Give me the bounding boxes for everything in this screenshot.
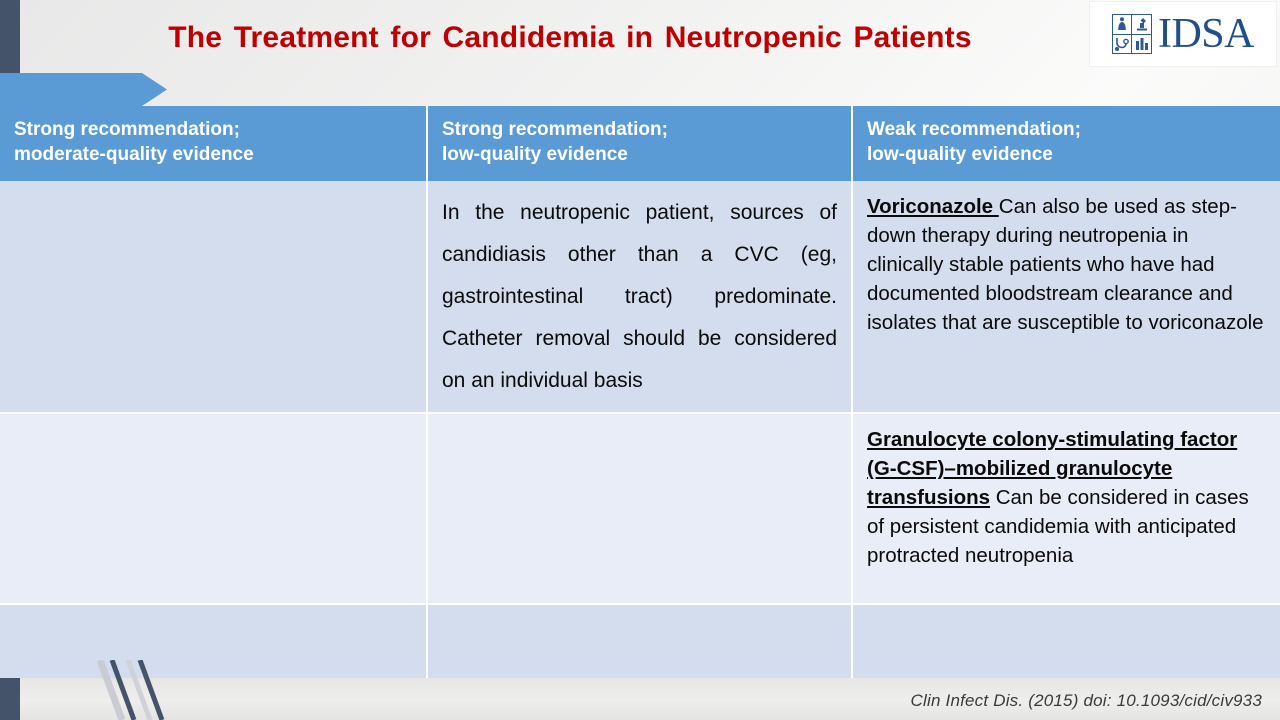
cell-text <box>428 605 851 626</box>
column-header-line2: moderate-quality evidence <box>14 144 254 165</box>
table-row <box>0 413 1280 604</box>
table-row <box>0 181 1280 413</box>
lab-equipment-icon <box>1132 35 1151 54</box>
idsa-grid-icon <box>1112 14 1152 54</box>
cell-text <box>853 605 1280 626</box>
cell-text <box>853 181 1280 347</box>
recommendations-table <box>0 106 1280 687</box>
cell-body-text: Can be considered in cases of persistent candidemia with anticipated protracted neutropenia <box>867 486 1249 567</box>
microscope-icon <box>1132 15 1151 34</box>
column-header-strong-low <box>427 106 852 181</box>
idsa-wordmark: IDSA <box>1157 11 1254 57</box>
decorative-navy-block-bottom <box>0 678 20 720</box>
decorative-navy-bar-top <box>0 0 20 76</box>
cell-r1-c3 <box>852 181 1280 413</box>
page-title: The Treatment for Candidemia in Neutropenic Patients <box>168 21 972 54</box>
cell-r2-c2 <box>427 413 852 604</box>
stethoscope-icon <box>1113 35 1132 54</box>
column-header-line1: Strong recommendation; <box>14 119 240 140</box>
cell-lead-term: Granulocyte colony-stimulating factor (G-CSF)–mobilized granulocyte transfusions <box>867 428 1238 509</box>
decorative-diagonal-slashes <box>88 660 218 720</box>
column-header-line1: Weak recommendation; <box>867 119 1081 140</box>
physician-icon <box>1113 15 1132 34</box>
cell-r3-c2 <box>427 604 852 686</box>
cell-r1-c2 <box>427 181 852 413</box>
column-header-line1: Strong recommendation; <box>442 119 668 140</box>
cell-text <box>0 181 426 202</box>
cell-r2-c3 <box>852 413 1280 604</box>
cell-r3-c3 <box>852 604 1280 686</box>
decorative-blue-chevron <box>0 73 167 106</box>
cell-r2-c1 <box>0 413 427 604</box>
cell-text <box>853 414 1280 580</box>
column-header-line2: low-quality evidence <box>442 144 628 165</box>
column-header-line2: low-quality evidence <box>867 144 1053 165</box>
cell-r1-c1 <box>0 181 427 413</box>
citation-text: Clin Infect Dis. (2015) doi: 10.1093/cid/civ933 <box>910 691 1262 710</box>
cell-body-text: Can also be used as step-down therapy during neutropenia in clinically stable patients who have had documented bloodstream clearance and isolates that are susceptible to voriconazole <box>867 195 1264 334</box>
cell-text <box>428 414 851 435</box>
cell-text <box>0 414 426 435</box>
cell-text <box>0 605 426 626</box>
table-header-row <box>0 106 1280 181</box>
column-header-weak-low <box>852 106 1280 181</box>
cell-lead-term: Voriconazole <box>867 195 999 218</box>
column-header-strong-moderate <box>0 106 427 181</box>
idsa-logo <box>1090 2 1276 66</box>
cell-text: In the neutropenic patient, sources of candidiasis other than a CVC (eg, gastrointestinal tract) predominate. Catheter removal should be considered on an individual basis <box>442 201 837 392</box>
